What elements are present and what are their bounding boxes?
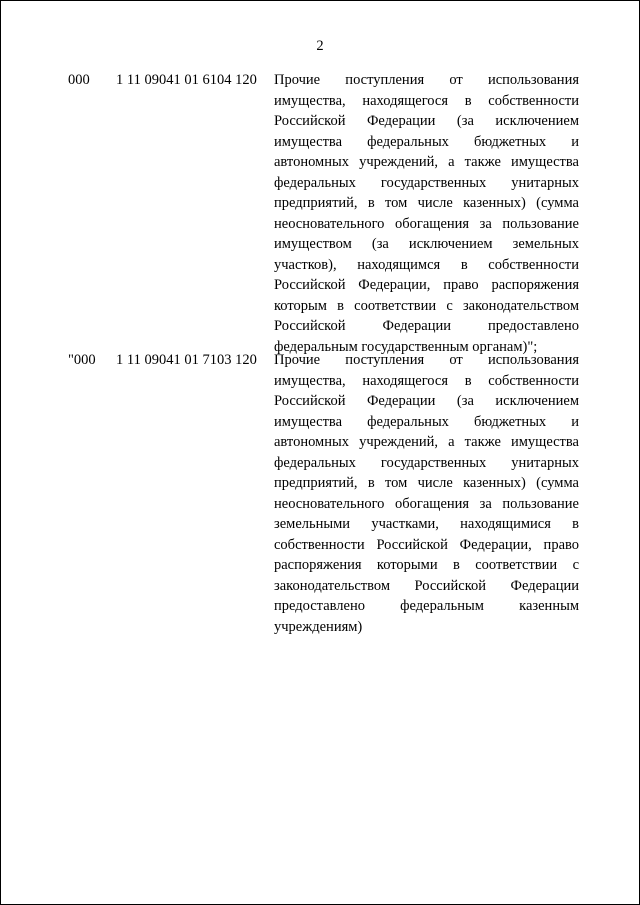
admin-code: "000 <box>68 352 96 368</box>
income-description: Прочие поступления от использования имущества, находящегося в собственности Российской Федерации (за исключением имущества федеральных бюджетных и автономных учреждений, а также имущества федеральных государственных унитарных предприятий, в том числе казенных) (сумма неосновательного обогащения за пользование имуществом (за исключением земельных участков), находящимся в собственности Российской Федерации, право распоряжения которым в соответствии с законодательством Российской Федерации предоставлено федеральным государственным органам)"; <box>274 72 579 355</box>
kbk-code: 1 11 09041 01 7103 120 <box>116 352 257 368</box>
admin-code: 000 <box>68 72 90 88</box>
kbk-code: 1 11 09041 01 6104 120 <box>116 72 257 88</box>
income-description: Прочие поступления от использования имущества, находящегося в собственности Российской Федерации (за исключением имущества федеральных бюджетных и автономных учреждений, а также имущества федеральных государственных унитарных предприятий, в том числе казенных) (сумма неосновательного обогащения за пользование земельными участками, находящимися в собственности Российской Федерации, право распоряжения которыми в соответствии с законодательством Российской Федерации предоставлено федеральным казенным учреждениям) <box>274 352 579 635</box>
page-number: 2 <box>316 38 324 54</box>
